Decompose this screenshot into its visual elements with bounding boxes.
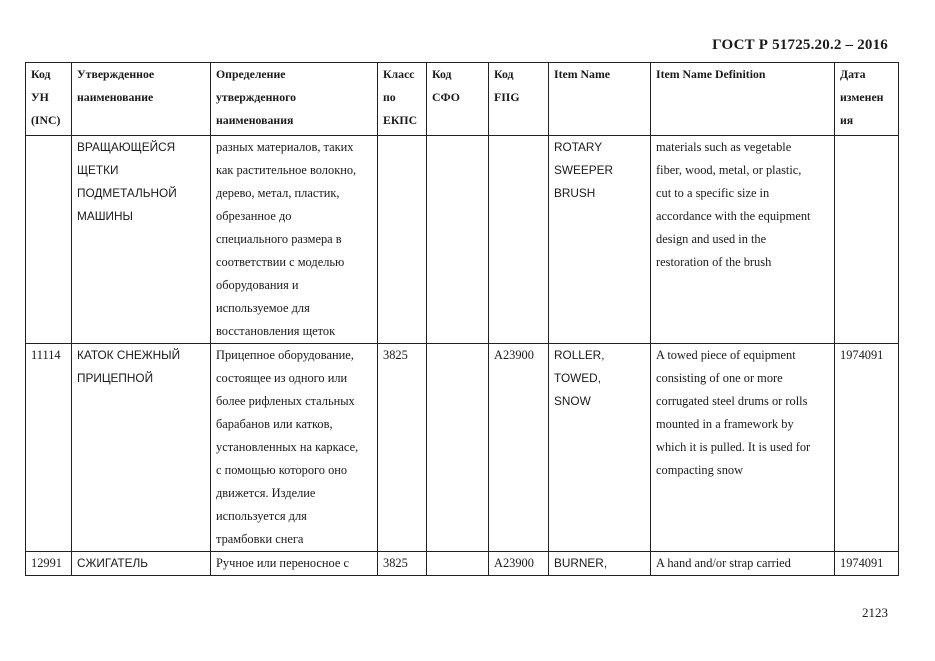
cell-sfo-code xyxy=(427,344,489,552)
cell-ekps-class: 3825 xyxy=(378,552,427,576)
cell-change-date: 1974091 xyxy=(835,344,899,552)
cell-item-name-definition: materials such as vegetable fiber, wood, metal, or plastic, cut to a specific size in accordance with the equipment design and used in the restoration of the brush xyxy=(651,136,835,344)
cell-fiig-code: A23900 xyxy=(489,552,549,576)
cell-fiig-code: A23900 xyxy=(489,344,549,552)
cell-definition: Прицепное оборудование, состоящее из одного или более рифленых стальных барабанов или катков, установленных на каркасе, с помощью которого оно движется. Изделие используется для трамбовки снега xyxy=(211,344,378,552)
standard-title: ГОСТ Р 51725.20.2 – 2016 xyxy=(712,37,888,53)
cell-sfo-code xyxy=(427,552,489,576)
cell-definition: разных материалов, таких как растительное волокно, дерево, метал, пластик, обрезанное до специального размера в соответствии с моделью оборудования и используемое для восстановления щеток xyxy=(211,136,378,344)
cell-inc: 11114 xyxy=(26,344,72,552)
cell-ekps-class: 3825 xyxy=(378,344,427,552)
cell-sfo-code xyxy=(427,136,489,344)
header-row xyxy=(26,63,899,136)
col-header-inc: Код УН (INC) xyxy=(26,63,72,136)
cell-inc xyxy=(26,136,72,344)
cell-approved-name: ВРАЩАЮЩЕЙСЯ ЩЕТКИ ПОДМЕТАЛЬНОЙ МАШИНЫ xyxy=(72,136,211,344)
cell-ekps-class xyxy=(378,136,427,344)
cell-item-name: ROLLER, TOWED, SNOW xyxy=(549,344,651,552)
table-row xyxy=(26,344,899,552)
cell-approved-name: КАТОК СНЕЖНЫЙ ПРИЦЕПНОЙ xyxy=(72,344,211,552)
cell-approved-name: СЖИГАТЕЛЬ xyxy=(72,552,211,576)
catalog-table xyxy=(25,62,899,576)
cell-item-name: ROTARY SWEEPER BRUSH xyxy=(549,136,651,344)
page-number: 2123 xyxy=(862,605,888,620)
col-header-item-name-definition: Item Name Definition xyxy=(651,63,835,136)
col-header-approved-name: Утвержденное наименование xyxy=(72,63,211,136)
col-header-item-name: Item Name xyxy=(549,63,651,136)
cell-inc: 12991 xyxy=(26,552,72,576)
cell-definition: Ручное или переносное с xyxy=(211,552,378,576)
cell-change-date xyxy=(835,136,899,344)
col-header-change-date: Дата изменен ия xyxy=(835,63,899,136)
col-header-ekps-class: Класс по ЕКПС xyxy=(378,63,427,136)
col-header-sfo-code: Код СФО xyxy=(427,63,489,136)
table-row xyxy=(26,552,899,576)
col-header-fiig-code: Код FIIG xyxy=(489,63,549,136)
col-header-definition: Определение утвержденного наименования xyxy=(211,63,378,136)
cell-fiig-code xyxy=(489,136,549,344)
cell-change-date: 1974091 xyxy=(835,552,899,576)
cell-item-name-definition: A towed piece of equipment consisting of one or more corrugated steel drums or rolls mounted in a framework by which it is pulled. It is used for compacting snow xyxy=(651,344,835,552)
table-row xyxy=(26,136,899,344)
cell-item-name-definition: A hand and/or strap carried xyxy=(651,552,835,576)
cell-item-name: BURNER, xyxy=(549,552,651,576)
